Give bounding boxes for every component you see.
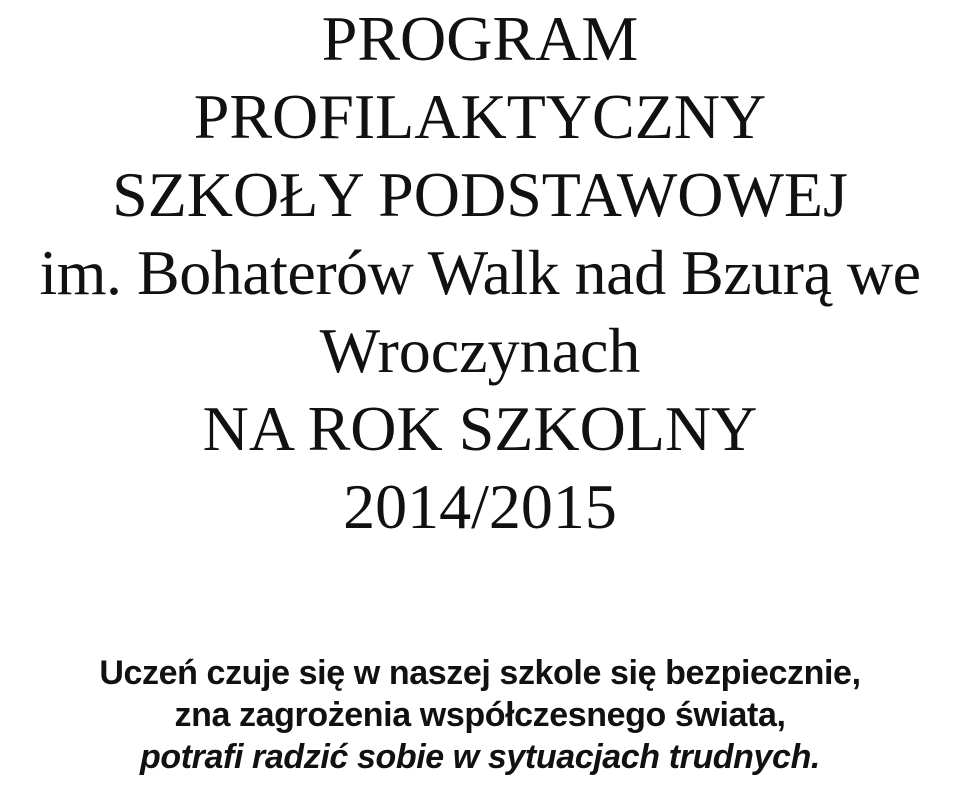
motto-line-3: potrafi radzić sobie w sytuacjach trudnych.	[140, 738, 820, 776]
motto-line-2: zna zagrożenia współczesnego świata,	[174, 696, 786, 734]
title-line-location: Wroczynach	[319, 315, 641, 386]
title-line-program: PROGRAM	[321, 3, 639, 74]
title-line-school-year-label: NA ROK SZKOLNY	[202, 393, 758, 464]
program-motto	[0, 652, 960, 778]
motto-line-1: Uczeń czuje się w naszej szkole się bezpiecznie,	[99, 654, 861, 692]
title-line-profilaktyczny: PROFILAKTYCZNY	[193, 81, 767, 152]
title-line-school-type: SZKOŁY PODSTAWOWEJ	[112, 159, 848, 230]
title-line-school-year: 2014/2015	[343, 471, 617, 542]
title-line-school-name: im. Bohaterów Walk nad Bzurą we	[39, 237, 921, 308]
